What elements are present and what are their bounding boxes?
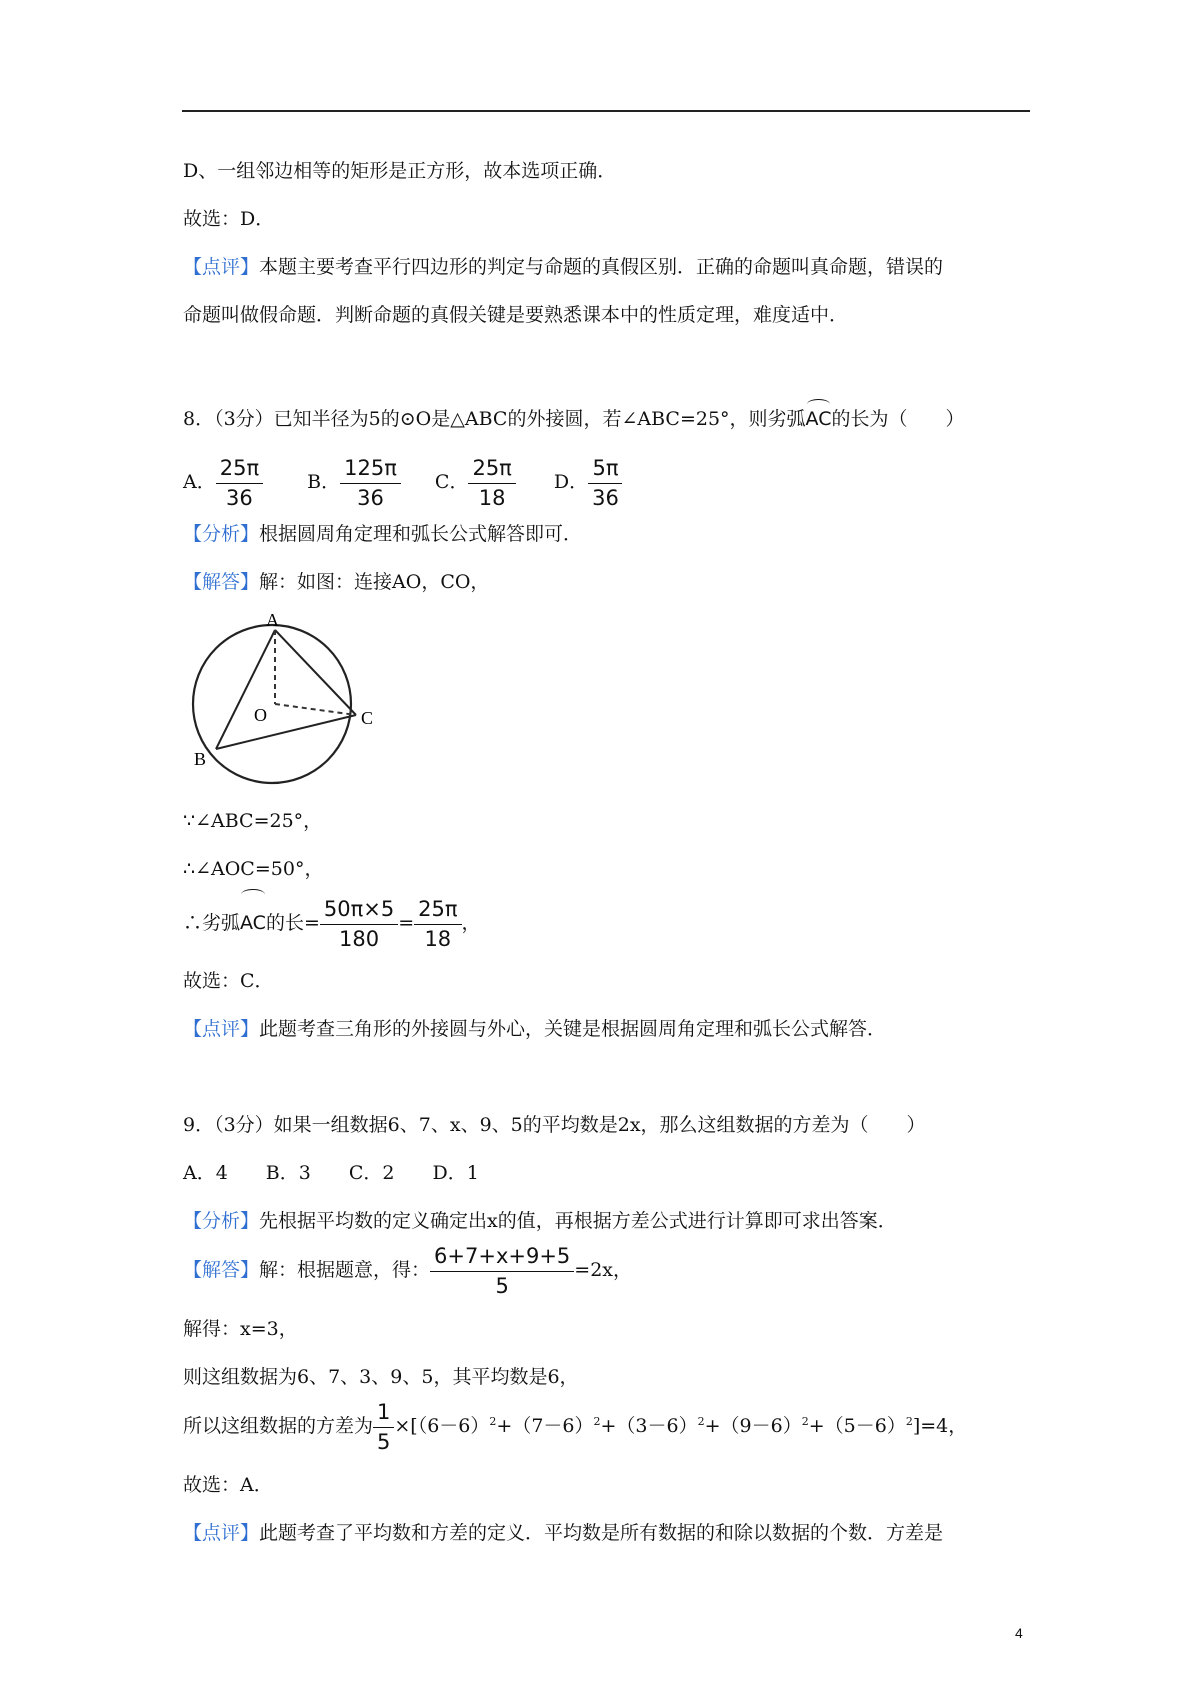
solution-tag: 【解答】 [183,1259,260,1281]
exponent: 2 [489,1415,497,1428]
arc-ac: AC [240,896,266,950]
q8-analysis-text: 根据圆周角定理和弧长公式解答即可． [259,523,583,545]
fraction-num: 125π [340,456,401,484]
q9-stem: 9．（3分）如果一组数据6、7、x、9、5的平均数是2x，那么这组数据的方差为（ ） [183,1114,926,1136]
label-a: A [266,610,279,630]
q8-step-1: ∵∠ABC=25°， [183,810,323,832]
fraction [588,456,623,511]
option-d [554,455,623,511]
q9-analysis [183,1208,897,1234]
q7-answer: 故选：D． [183,208,275,230]
exponent: 2 [905,1415,913,1428]
exponent: 2 [697,1415,705,1428]
term: ×[（6－6） [394,1415,490,1437]
q9-solution-a: 解：根据题意，得： [259,1259,431,1281]
q9-answer: 故选：A． [183,1474,273,1496]
option-label: D． [553,471,589,493]
comment-tag: 【点评】 [183,256,260,278]
fraction-den: 36 [357,485,384,510]
comment-tag: 【点评】 [183,1522,260,1544]
option-a [183,455,263,511]
analysis-tag: 【分析】 [183,523,260,545]
q8-stem-a: 8．（3分）已知半径为5的⊙O是△ABC的外接圆，若∠ABC=25°，则劣弧 [183,408,806,430]
q8-solution-text: 解：如图：连接AO，CO， [259,571,490,593]
segment-oc [275,704,356,715]
fraction-den: 18 [424,926,452,951]
term: +（9－6） [704,1415,802,1437]
q8-comment [183,1016,886,1042]
fraction-den: 36 [592,485,619,510]
arc-ac: AC [805,408,832,430]
fraction [340,456,401,511]
option-label: B． [307,471,341,493]
q8-answer: 故选：C． [183,970,274,992]
option-b [307,455,401,511]
term: +（3－6） [600,1415,698,1437]
fraction [216,456,263,511]
q8-step-3 [183,896,481,952]
fraction-num: 25π [414,897,461,925]
equals-sign: = [398,912,415,934]
fraction [414,897,461,952]
q8-options [183,455,623,511]
q9-solution [183,1243,632,1299]
punctuation: ， [461,912,481,934]
fraction-den: 5 [495,1273,509,1298]
q9-step-3 [183,1399,967,1455]
segment-ab [216,630,275,749]
fraction-den: 5 [377,1429,391,1454]
term: ]=4， [912,1415,968,1437]
q9-solution-b: =2x， [574,1259,633,1281]
q9-analysis-text: 先根据平均数的定义确定出x的值，再根据方差公式进行计算即可求出答案． [259,1210,897,1232]
fraction-den: 36 [226,485,253,510]
option-c [435,455,516,511]
fraction-den: 18 [478,485,506,510]
fraction-num: 25π [468,456,515,484]
q9-step-1: 解得：x=3， [183,1318,298,1340]
fraction-num: 25π [216,456,263,484]
exponent: 2 [801,1415,809,1428]
q9-comment [183,1520,943,1546]
q9-step3-a: 所以这组数据的方差为 [183,1415,374,1437]
circumcircle [193,625,351,783]
label-c: C [361,708,374,728]
segment-bc [216,715,356,749]
page-number: 4 [1015,1625,1023,1641]
fraction-den: 180 [338,926,380,951]
term: +（7－6） [496,1415,594,1437]
option-label: C． [434,471,469,493]
q9-comment-text: 此题考查了平均数和方差的定义．平均数是所有数据的和除以数据的个数．方差是 [259,1522,944,1544]
q7-comment-line-2: 命题叫做假命题．判断命题的真假关键是要熟悉课本中的性质定理，难度适中． [183,304,849,326]
fraction-num: 5π [588,456,622,484]
comment-tag: 【点评】 [183,1018,260,1040]
fraction-num: 1 [373,1400,394,1428]
q8-step3-b: 的长= [265,912,320,934]
fraction [430,1244,574,1299]
q8-stem-b: 的长为（ ） [831,408,965,430]
q8-stem [183,406,965,432]
q9-step-2: 则这组数据为6、7、3、9、5，其平均数是6， [183,1366,579,1388]
exponent: 2 [593,1415,601,1428]
circle-triangle-figure [180,608,380,793]
fraction-num: 6+7+x+9+5 [430,1244,574,1272]
q9-options: A．4 B．3 C．2 D．1 [183,1162,479,1184]
solution-tag: 【解答】 [183,571,260,593]
label-o: O [254,705,267,725]
analysis-tag: 【分析】 [183,1210,260,1232]
fraction [320,897,398,952]
label-b: B [194,749,207,769]
q8-analysis [183,521,582,547]
q8-solution [183,569,489,595]
fraction-num: 50π×5 [320,897,398,925]
q8-step3-a: ∴劣弧 [183,912,241,934]
header-rule [182,110,1030,112]
q8-step-2: ∴∠AOC=50°， [183,858,324,880]
term: +（5－6） [808,1415,906,1437]
option-label: A． [183,471,216,493]
fraction [373,1400,394,1455]
q7-comment-text-1: 本题主要考查平行四边形的判定与命题的真假区别．正确的命题叫真命题，错误的 [259,256,944,278]
q7-option-d: D、一组邻边相等的矩形是正方形，故本选项正确． [183,160,617,182]
fraction [468,456,515,511]
q7-comment-line-1 [183,254,943,280]
q8-comment-text: 此题考查三角形的外接圆与外心，关键是根据圆周角定理和弧长公式解答． [259,1018,887,1040]
